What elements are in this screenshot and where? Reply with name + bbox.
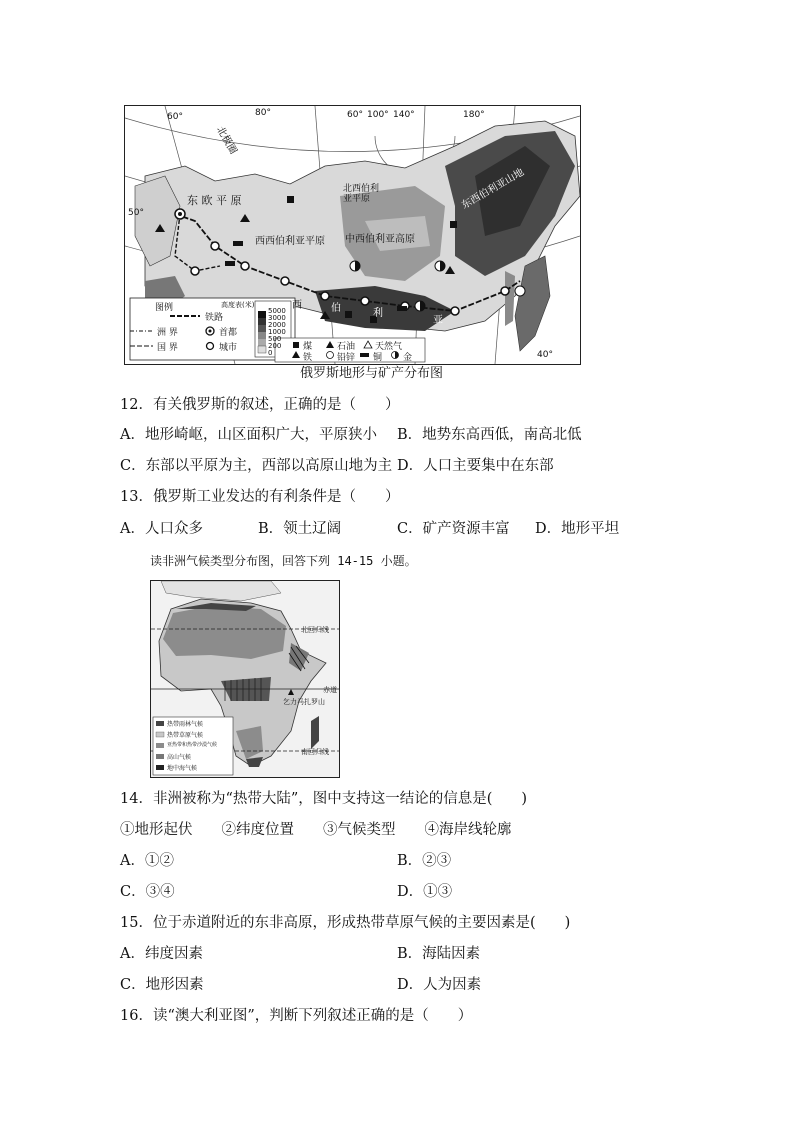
russia-map <box>124 105 581 365</box>
lat-label-50: 50° <box>128 208 144 218</box>
elevation-500: 500 <box>268 335 282 343</box>
q14-stem: 14．非洲被称为“热带大陆”，图中支持这一结论的信息是( ) <box>120 791 528 807</box>
kilimanjaro-label: 乞力马扎罗山 <box>283 698 325 706</box>
q14-option-c: C．③④ <box>120 884 175 900</box>
tropic-of-capricorn-label: 南回归线 <box>301 748 329 756</box>
q12-option-d: D．人口主要集中在东部 <box>397 458 554 474</box>
legend-desert: 亚热带和热带沙漠气候 <box>167 742 218 748</box>
lon-label-60w: 60° <box>167 112 183 122</box>
q12-option-c: C．东部以平原为主，西部以高原山地为主 <box>120 458 393 474</box>
elevation-3000: 3000 <box>268 314 286 322</box>
central-siberian-plateau-label: 中西伯利亚高原 <box>345 234 415 245</box>
legend-tropical-rainforest: 热带雨林气候 <box>167 721 204 728</box>
legend-highland: 高山气候 <box>167 754 192 761</box>
q12-option-b: B．地势东高西低，南高北低 <box>397 427 582 443</box>
q15-option-c: C．地形因素 <box>120 977 204 993</box>
lon-label-100: 100° <box>367 110 389 120</box>
africa-intro: 读非洲气候类型分布图，回答下列 14-15 小题。 <box>150 554 417 568</box>
lon-label-80: 80° <box>255 108 271 118</box>
lon-label-60: 60° <box>347 110 363 120</box>
elevation-2000: 2000 <box>268 321 286 329</box>
bo-label: 伯 <box>331 303 341 314</box>
lat-label-40: 40° <box>537 350 553 360</box>
q12-option-a: A．地形崎岖，山区面积广大，平原狭小 <box>120 427 377 443</box>
equator-label: 赤道 <box>323 686 337 694</box>
elevation-5000: 5000 <box>268 307 286 315</box>
legend-tropical-savanna: 热带草原气候 <box>167 732 204 739</box>
lon-label-140: 140° <box>393 110 415 120</box>
legend-title: 图例 <box>155 303 174 313</box>
q13-option-d: D．地形平坦 <box>535 521 620 537</box>
legend-oil: 石油 <box>337 342 356 352</box>
q15-option-b: B．海陆因素 <box>397 946 481 962</box>
li-label: 利 <box>373 308 383 319</box>
legend-gold: 金 <box>403 353 413 363</box>
q14-items: ①地形起伏 ②纬度位置 ③气候类型 ④海岸线轮廓 <box>120 822 512 838</box>
legend-gas: 天然气 <box>375 342 403 352</box>
ya-label: 亚 <box>433 315 443 326</box>
east-european-plain-label: 东 欧 平 原 <box>187 194 242 207</box>
russia-map-caption: 俄罗斯地形与矿产分布图 <box>300 366 444 381</box>
legend-city: 城市 <box>219 343 238 353</box>
tropic-of-cancer-label: 北回归线 <box>301 626 329 634</box>
q13-stem: 13．俄罗斯工业发达的有利条件是（ ） <box>120 489 400 505</box>
legend-country-border: 国 界 <box>157 343 178 353</box>
east-siberian-mountains-label: 东西伯利亚山地 <box>459 166 527 212</box>
legend-railway: 铁路 <box>205 313 224 323</box>
elevation-200: 200 <box>268 342 282 350</box>
west-label: 西 <box>292 300 302 311</box>
legend-elevation-title: 高度表(米) <box>221 301 255 309</box>
elevation-0: 0 <box>268 349 273 357</box>
elevation-1000: 1000 <box>268 328 286 336</box>
q15-option-d: D．人为因素 <box>397 977 482 993</box>
q14-option-a: A．①② <box>120 853 174 869</box>
q14-option-b: B．②③ <box>397 853 452 869</box>
q12-stem: 12．有关俄罗斯的叙述，正确的是（ ） <box>120 397 400 413</box>
africa-climate-map <box>150 580 340 778</box>
q13-option-a: A．人口众多 <box>120 521 203 537</box>
legend-iron: 铁 <box>303 353 313 363</box>
arctic-circle-label: 北极圈 <box>214 124 239 157</box>
q13-option-b: B．领土辽阔 <box>258 521 342 537</box>
legend-continent-border: 洲 界 <box>157 328 178 338</box>
lon-label-180: 180° <box>463 110 485 120</box>
q16-stem: 16．读“澳大利亚图”，判断下列叙述正确的是（ ） <box>120 1008 473 1024</box>
legend-capital: 首都 <box>219 328 238 338</box>
legend-copper: 铜 <box>373 353 383 363</box>
q15-stem: 15．位于赤道附近的东非高原，形成热带草原气候的主要因素是( ) <box>120 915 571 931</box>
q14-option-d: D．①③ <box>397 884 453 900</box>
west-siberian-plain-label: 西西伯利亚平原 <box>255 236 325 247</box>
legend-mediterranean: 地中海气候 <box>167 765 198 772</box>
legend-coal: 煤 <box>303 342 313 352</box>
q15-option-a: A．纬度因素 <box>120 946 203 962</box>
north-siberian-lowland-label: 北西伯利 亚平原 <box>343 184 380 204</box>
q13-option-c: C．矿产资源丰富 <box>397 521 510 537</box>
legend-lead-zinc: 铅锌 <box>337 353 356 363</box>
